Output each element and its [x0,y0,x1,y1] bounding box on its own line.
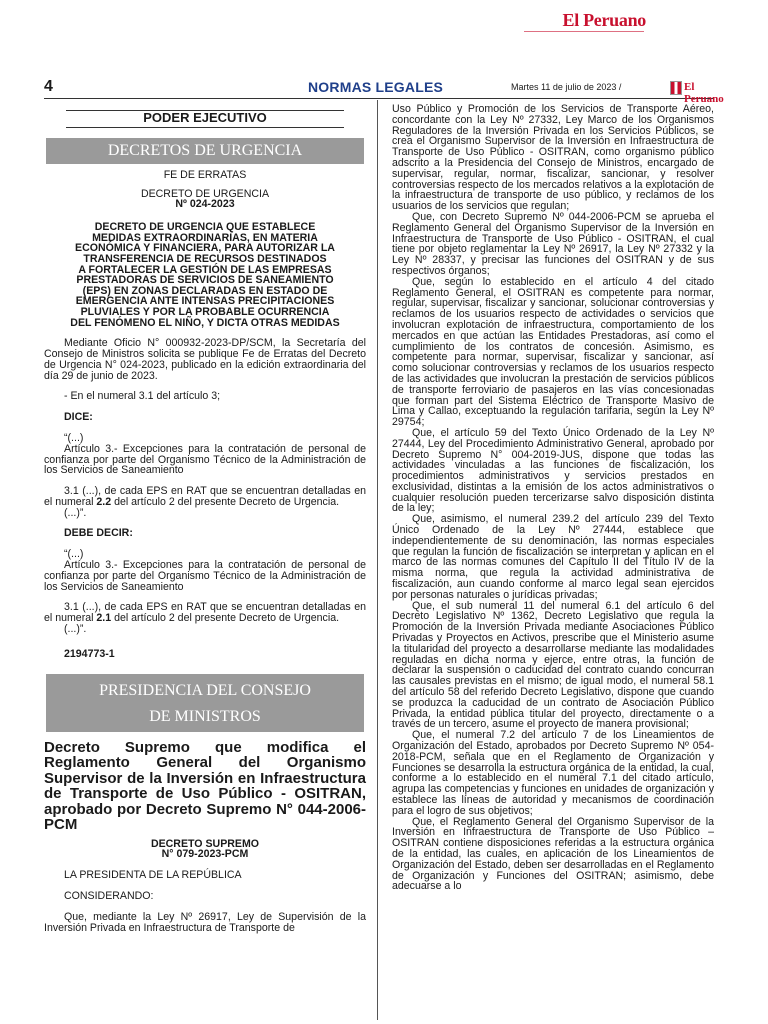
quote-close: (...)”. [64,506,87,519]
paragraph: Que, según lo establecido en el artículo 4 del citado Reglamento General, el OSITRAN es competente para normar, regular, supervisar, fiscalizar y sancionar, solucionar controversias y reclamos de los usuarios respecto de actividades o servicios que involucran explotación de infraestructura, comportamiento de los mercados en que actúan las Entidades Prestadoras, así como el cumplimiento de los contratos de concesión. Asimismo, es competente para normar, supervisar, fiscalizar y sancionar, así como solucionar controversias y reclamos de los usuarios respecto de las actividades que involucran la prestación de servicios públicos de transporte ferroviario de pasajeros en las vías concesionadas que forman part del Sistema Eléctrico de Transporte Masivo de Lima y Callao, exceptuando la regulación tarifaria, según la Ley Nº 29754; [392,275,714,429]
title-line: EMERGENCIA ANTE INTENSAS PRECIPITACIONES [75,295,335,308]
ds-label: DECRETO SUPREMO [150,837,260,850]
title-line: PLUVIALES Y POR LA PROBABLE OCURRENCIA [80,305,330,318]
page-number: 4 [44,78,53,95]
article-text: Artículo 3.- Excepciones para la contratación de personal de confianza por parte del Organismo Técnico de la Administración de los Servicios de Saneamiento [44,442,366,477]
issue-date: Martes 11 de julio de 2023 / [511,82,622,92]
decreto-number: Nº 024-2023 [175,198,235,211]
paragraph-3-1-dice [44,486,366,508]
peru-flag-icon [670,81,682,95]
title-line: TRANSFERENCIA DE RECURSOS DESTINADOS [83,252,327,265]
poder-ejecutivo-heading: PODER EJECUTIVO [66,110,344,128]
text: del artículo 2 del presente Decreto de Urgencia. [111,495,340,508]
considerando-paragraph: Que, mediante la Ley Nº 26917, Ley de Supervisión de la Inversión Privada en Infraestructura de Transporte de [44,910,366,934]
intro-paragraph: Mediante Oficio N° 000932-2023-DP/SCM, la Secretaría del Consejo de Ministros solicita se publique Fe de Erratas del Decreto de Urgencia N° 024-2023, publicado en la edición extraordinaria del día 29 de junio de 2023. [44,337,366,382]
paragraph: Uso Público y Promoción de los Servicios de Transporte Aéreo, concordante con la Ley Nº 27332, Ley Marco de los Organismos Reguladores de la Inversión Privada en los Servicios Públicos, se crea el Organismo Supervisor de la Inversión en Infraestructura de Transporte de Uso Público - OSITRAN, como organismo público adscrito a la Presidencia del Consejo de Ministros, encargado de supervisar, regular, normar, fiscalizar, sancionar, y resolver controversias respecto de los mercados relativos a la explotación de la infraestructura de transporte de uso público, y reclamos de los usuarios de los servicios que regulan; [392,103,714,213]
article-text: Artículo 3.- Excepciones para la contratación de personal de confianza por parte del Organismo Técnico de la Administración de los Servicios de Saneamiento [44,559,366,593]
paragraph: Que, el sub numeral 11 del numeral 6.1 del artículo 6 del Decreto Legislativo Nº 1362, Decreto Legislativo que regula la Promoción de la Inversión Privada mediante Asociaciones Público Privadas y Proyectos en Activos, prescribe que el Ministerio asume la titularidad del proyecto a desarrollarse mediante las modalidades reguladas en dicha norma y ejerce, entre otras, la función de declarar la suspensión o caducidad del contrato cuando concurran las causales previstas en el mismo; de igual modo, el numeral 58.1 del artículo 58 del referido Decreto Legislativo, dispone que cuando se produzca la caducidad de un contrato de Asociación Público Privada, la entidad pública titular del proyecto, directamente o a través de un tercero, asume el proyecto de manera provisional; [392,599,714,731]
ds-number: N° 079-2023-PCM [161,848,249,861]
masthead [0,6,768,42]
quote-close: (...)”. [64,623,87,636]
quote-open: “(...) [64,548,84,561]
column-divider [377,100,378,1020]
decreto-label: DECRETO DE URGENCIA [140,187,270,200]
title-line: DECRETO DE URGENCIA QUE ESTABLECE [94,221,316,234]
publication-code: 2194773-1 [64,647,115,660]
page-header [44,76,724,105]
numeral-reference: - En el numeral 3.1 del artículo 3; [64,390,221,403]
paragraph: Que, el Reglamento General del Organismo Supervisor de la Inversión en Infraestructura de Transporte de Uso Público – OSITRAN contiene disposiciones referidas a la estructura orgánica de la entidad, las cuales, en aplicación de los Lineamientos de Organización del Estado, deben ser desarrolladas en el Reglamento de Organización y Funciones del OSITRAN; asimismo, debe adecuarse a lo [392,815,714,893]
decreto-title [44,222,366,328]
left-column [44,110,366,933]
paragraph: Que, asimismo, el numeral 239.2 del artículo 239 del Texto Único Ordenado de la Ley Nº 27444, establece que independientemente de su denominación, las normas especiales que regulan la función de fiscalización se interpretan y aplican en el marco de las normas comunes del Capítulo II del Título IV de la misma norma, que regula la actividad administrativa de fiscalización, aun cuando conforme al marco legal sean ejercidos por personas naturales o jurídicas privadas; [392,513,714,601]
banner-line: PRESIDENCIA DEL CONSEJO [99,681,311,699]
text: 3.1 (...), de cada EPS en RAT que se encuentran detalladas en el numeral [44,485,366,508]
right-column [392,104,714,892]
title-line: DEL FENÓMENO EL NIÑO, Y DICTA OTRAS MEDIDAS [70,316,340,329]
decretos-urgencia-banner: DECRETOS DE URGENCIA [46,138,364,164]
considerando-label: CONSIDERANDO: [64,890,154,903]
title-line: A FORTALECER LA GESTIÓN DE LAS EMPRESAS [78,263,332,276]
fe-erratas: FE DE ERRATAS [163,168,247,181]
text: 3.1 (...), de cada EPS en RAT que se encuentran detalladas en el numeral [44,601,366,625]
dice-label: DICE: [64,411,93,424]
el-peruano-logo: El Peruano [562,10,646,30]
presidencia-banner [46,674,364,732]
title-line: MEDIDAS EXTRAORDINARIAS, EN MATERIA [92,231,318,244]
title-line: PRESTADORAS DE SERVICIOS DE SANEAMIENTO [76,274,334,287]
title-line: ECONÓMICA Y FINANCIERA, PARA AUTORIZAR LA [75,242,335,255]
quote-open: “(...) [64,431,84,444]
title-line: (EPS) EN ZONAS DECLARADAS EN ESTADO DE [82,284,328,297]
paragraph: Que, el artículo 59 del Texto Único Ordenado de la Ley Nº 27444, Ley del Procedimiento Administrativo General, aprobado por Decreto Supremo N° 004-2019-JUS, dispone que todas las actividades vinculadas a las funciones de fiscalización, los procedimientos administrativos y servicios prestados en exclusividad, distintas a la emisión de los actos administrativos o cualquier resolución pueden tercerizarse salvo disposición distinta de la ley; [392,426,714,515]
paragraph: Que, con Decreto Supremo Nº 044-2006-PCM se aprueba el Reglamento General del Organismo Supervisor de la Inversión en Infraestructura de Transporte de Uso Público - OSITRAN, el cual tiene por objeto reglamentar la Ley Nº 26917, la Ley Nº 27332 y la Ley Nº 28337, y precisar las funciones del OSITRAN y de sus respectivos órganos; [392,210,714,277]
numeral-bold: 2.2 [96,495,112,508]
presidenta-line: LA PRESIDENTA DE LA REPÚBLICA [64,869,242,882]
paragraph-3-1-debe [44,602,366,624]
logo-underline [524,31,644,34]
debe-decir-label: DEBE DECIR: [64,527,133,540]
header-brand: El Peruano [684,81,724,105]
section-title: NORMAS LEGALES [308,79,444,95]
paragraph: Que, el numeral 7.2 del artículo 7 de los Lineamientos de Organización del Estado, aprobados por Decreto Supremo Nº 054-2018-PCM, señala que en el Reglamento de Organización y Funciones se desarrolla la estructura orgánica de la entidad, la cual, conforme a lo establecido en el numeral 7.1 del citado artículo, agrupa las competencias y funciones en unidades de organización y establece las líneas de autoridad y mecanismos de coordinación para el logro de sus objetivos; [392,729,714,817]
banner-line: DE MINISTROS [149,707,261,725]
decree-headline: Decreto Supremo que modifica el Reglamento General del Organismo Supervisor de la Inversión en Infraestructura de Transporte de Uso Público - OSITRAN, aprobado por Decreto Supremo N° 044-2006-PCM [44,738,366,834]
numeral-bold: 2.1 [96,612,112,625]
text: del artículo 2 del presente Decreto de Urgencia. [111,612,340,625]
